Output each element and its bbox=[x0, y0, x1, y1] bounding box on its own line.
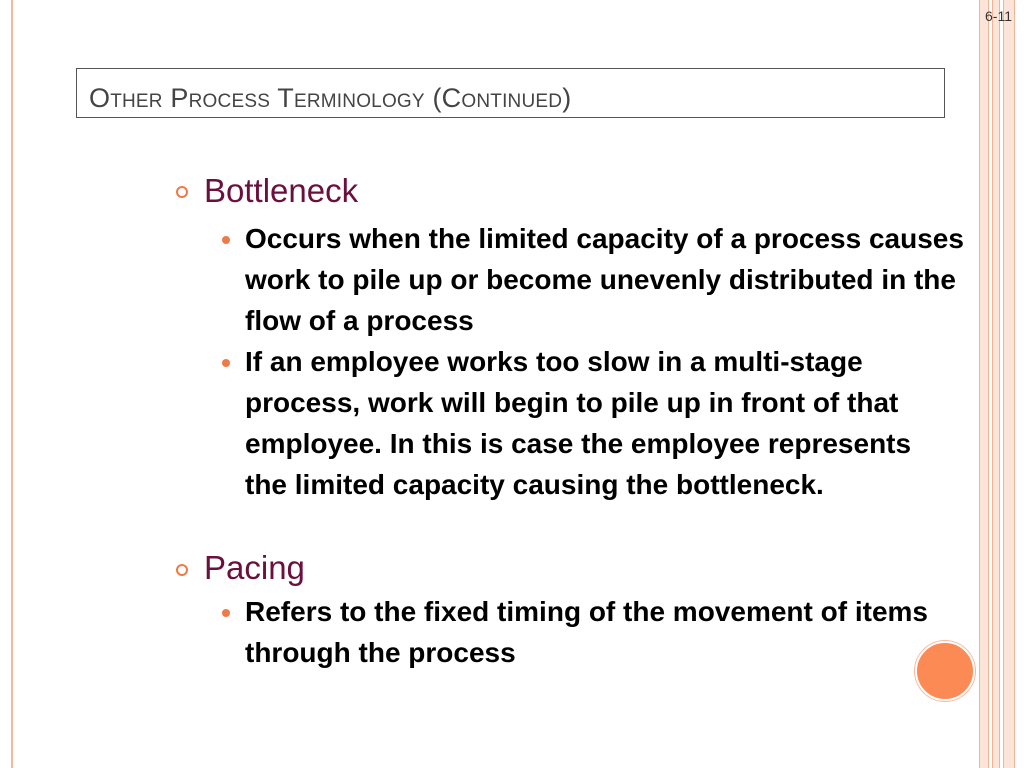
bullet-bottleneck-2: If an employee works too slow in a multi-stage process, work will begin to pile up in front of that employee. In this is case the employee represents the limited capacity causing the bottleneck. bbox=[245, 346, 912, 500]
section-heading-bottleneck: Bottleneck bbox=[204, 172, 359, 209]
dot-bullet-icon bbox=[222, 359, 230, 367]
dot-bullet-icon bbox=[222, 609, 230, 617]
slide-number: 6-11 bbox=[985, 8, 1012, 24]
ring-bullet-icon bbox=[176, 186, 188, 198]
dot-bullet-icon bbox=[222, 236, 230, 244]
ring-bullet-icon bbox=[176, 564, 188, 576]
section-heading-pacing: Pacing bbox=[204, 549, 305, 586]
decorative-circle bbox=[915, 641, 975, 701]
bullet-pacing-1: Refers to the fixed timing of the movement of items through the process bbox=[245, 596, 928, 668]
bullet-bottleneck-1: Occurs when the limited capacity of a process causes work to pile up or become unevenly distributed in the flow of a process bbox=[245, 223, 964, 336]
slide-title: Other Process Terminology (Continued) bbox=[89, 83, 572, 113]
